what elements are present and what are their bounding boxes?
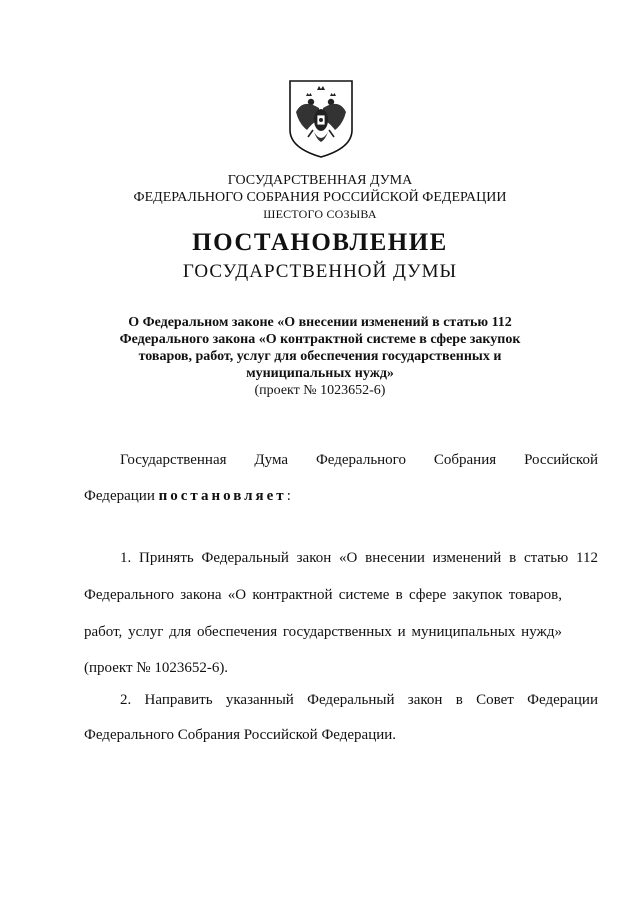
issuer-header [60, 172, 580, 223]
document-title: ПОСТАНОВЛЕНИЕ [192, 229, 448, 256]
item-1-line-2: Федерального закона «О контрактной системе в сфере закупок товаров, [84, 587, 562, 603]
header-line-1: ГОСУДАРСТВЕННАЯ ДУМА [227, 173, 413, 188]
decree-verb: постановляет [158, 488, 287, 504]
item-1-line-4: (проект № 1023652-6). [84, 660, 229, 676]
project-number: (проект № 1023652-6) [254, 383, 386, 398]
subject-line-3: товаров, работ, услуг для обеспечения государственных и [138, 349, 502, 364]
header-line-2: ФЕДЕРАЛЬНОГО СОБРАНИЯ РОССИЙСКОЙ ФЕДЕРАЦИИ [133, 190, 507, 205]
preamble-federation: Федерации [84, 488, 155, 504]
item-1-line-1: 1. Принять Федеральный закон «О внесении изменений в статью 112 [120, 550, 598, 566]
header-line-3: ШЕСТОГО СОЗЫВА [263, 207, 377, 221]
item-2-line-1: 2. Направить указанный Федеральный закон в Совет Федерации [120, 692, 598, 708]
document-subtitle: ГОСУДАРСТВЕННОЙ ДУМЫ [182, 261, 458, 282]
preamble-line-1: Государственная Дума Федерального Собрания Российской [120, 452, 598, 468]
subject-line-4: муниципальных нужд» [246, 366, 394, 381]
resolution-subject [60, 314, 580, 399]
subject-line-2: Федерального закона «О контрактной системе в сфере закупок [119, 332, 521, 347]
item-1-line-3: работ, услуг для обеспечения государственных и муниципальных нужд» [84, 624, 562, 640]
preamble-colon: : [286, 488, 291, 504]
subject-line-1: О Федеральном законе «О внесении изменений в статью 112 [128, 315, 512, 330]
preamble-line-2 [84, 488, 562, 505]
state-emblem-icon [287, 78, 355, 160]
item-2-line-2: Федерального Собрания Российской Федерации. [84, 727, 397, 743]
